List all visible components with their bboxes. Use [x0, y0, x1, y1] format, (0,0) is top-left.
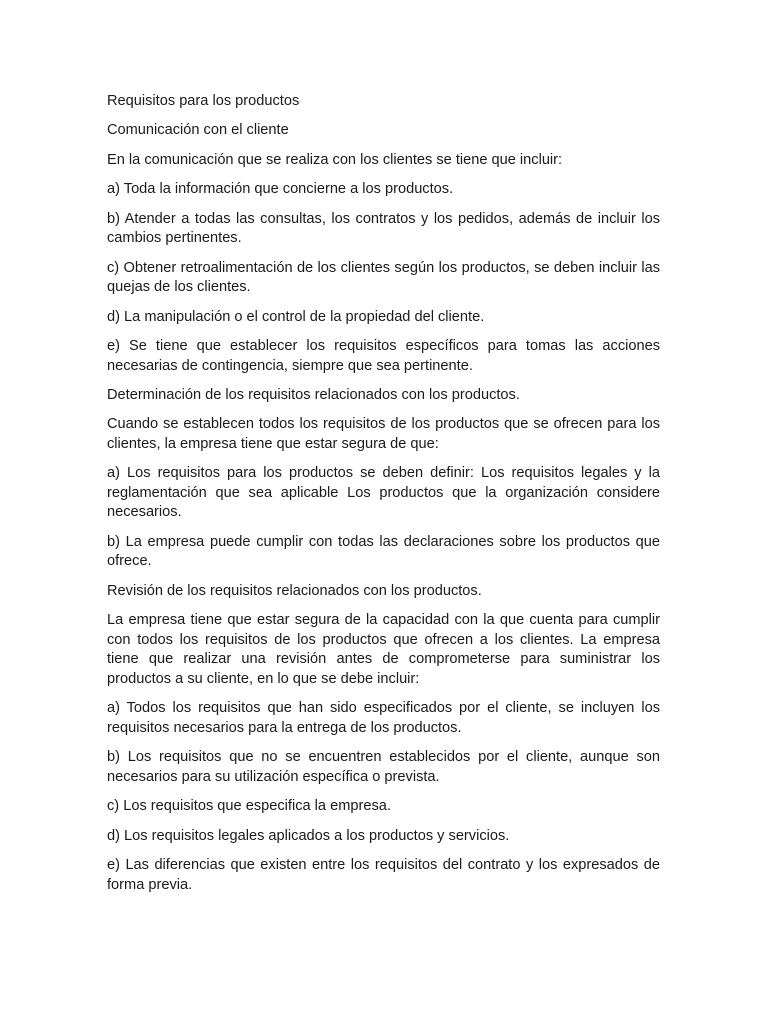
list-item-determinacion-a: a) Los requisitos para los productos se deben definir: Los requisitos legales y la reglamentación que sea aplicable Los productos que la organización considere necesarios.	[107, 465, 660, 521]
subheading-determinacion: Determinación de los requisitos relacionados con los productos.	[107, 386, 520, 403]
list-item-comunicacion-c: c) Obtener retroalimentación de los clientes según los productos, se deben incluir las quejas de los clientes.	[107, 259, 660, 296]
list-item-revision-c: c) Los requisitos que especifica la empresa.	[107, 798, 391, 815]
subheading-revision: Revisión de los requisitos relacionados con los productos.	[107, 582, 482, 599]
list-item-revision-d: d) Los requisitos legales aplicados a los productos y servicios.	[107, 827, 510, 844]
list-item-comunicacion-d: d) La manipulación o el control de la propiedad del cliente.	[107, 308, 485, 325]
list-item-revision-a: a) Todos los requisitos que han sido especificados por el cliente, se incluyen los requisitos necesarios para la entrega de los productos.	[107, 700, 660, 736]
list-item-comunicacion-b: b) Atender a todas las consultas, los contratos y los pedidos, además de incluir los cambios pertinentes.	[107, 210, 660, 247]
paragraph-intro-comunicacion: En la comunicación que se realiza con los clientes se tiene que incluir:	[107, 151, 563, 168]
subheading-comunicacion: Comunicación con el cliente	[107, 122, 289, 139]
list-item-revision-b: b) Los requisitos que no se encuentren establecidos por el cliente, aunque son necesarios para su utilización específica o prevista.	[107, 749, 660, 785]
list-item-comunicacion-a: a) Toda la información que concierne a los productos.	[107, 181, 454, 198]
document-page	[107, 92, 660, 905]
paragraph-intro-determinacion: Cuando se establecen todos los requisitos de los productos que se ofrecen para los clientes, la empresa tiene que estar segura de que:	[107, 416, 660, 452]
list-item-revision-e: e) Las diferencias que existen entre los requisitos del contrato y los expresados de forma previa.	[107, 857, 660, 893]
section-heading-requisitos: Requisitos para los productos	[107, 93, 300, 109]
list-item-comunicacion-e: e) Se tiene que establecer los requisitos específicos para tomas las acciones necesarias de contingencia, siempre que sea pertinente.	[107, 337, 660, 374]
paragraph-intro-revision: La empresa tiene que estar segura de la capacidad con la que cuenta para cumplir con todos los requisitos de los productos que ofrecen a los clientes. La empresa tiene que realizar una revisión antes de comprometerse para suministrar los productos a su cliente, en lo que se debe incluir:	[107, 612, 660, 688]
list-item-determinacion-b: b) La empresa puede cumplir con todas las declaraciones sobre los productos que ofrece.	[107, 533, 660, 570]
